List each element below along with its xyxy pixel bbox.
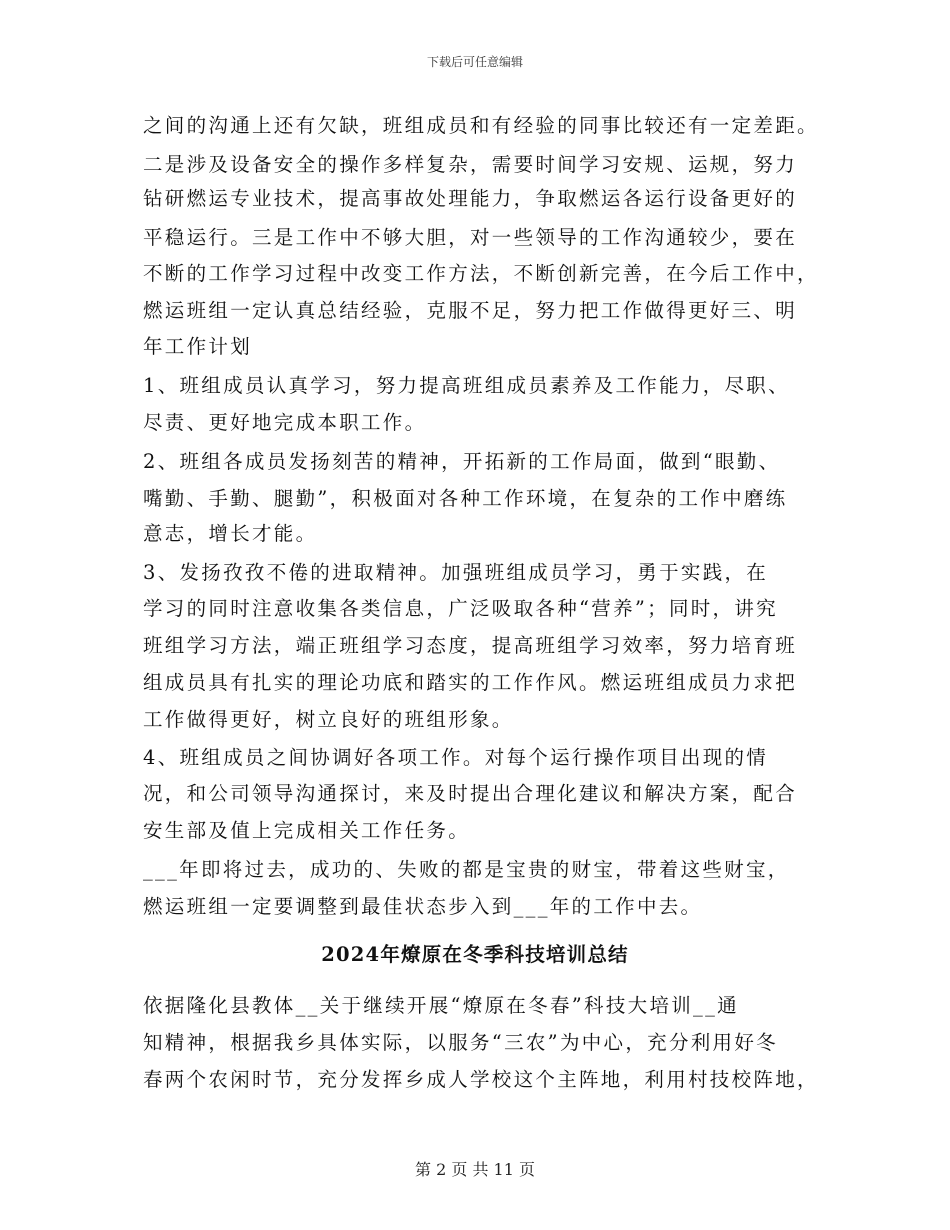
body-line: 组成员具有扎实的理论功底和踏实的工作作风。燃运班组成员力求把 <box>143 671 798 694</box>
body-line: 2、班组各成员发扬刻苦的精神，开拓新的工作局面，做到“眼勤、 <box>143 450 781 473</box>
body-line: 安生部及值上完成相关工作任务。 <box>143 819 471 842</box>
body-line: 之间的沟通上还有欠缺，班组成员和有经验的同事比较还有一定差距。 <box>143 114 819 137</box>
page-header-note: 下载后可任意编辑 <box>426 55 523 69</box>
body-line: 年工作计划 <box>143 335 253 358</box>
body-line: 不断的工作学习过程中改变工作方法，不断创新完善，在今后工作中， <box>143 262 819 285</box>
body-line: 燃运班组一定要调整到最佳状态步入到___年的工作中去。 <box>143 895 703 918</box>
body-line: 意志，增长才能。 <box>143 522 318 545</box>
body-line: 4、班组成员之间协调好各项工作。对每个运行操作项目出现的情 <box>143 746 769 769</box>
body-line: 燃运班组一定认真总结经验，克服不足，努力把工作做得更好三、明 <box>143 299 798 322</box>
body-line: 班组学习方法，端正班组学习态度，提高班组学习效率，努力培育班 <box>143 634 798 657</box>
body-line: 1、班组成员认真学习，努力提高班组成员素养及工作能力，尽职、 <box>143 374 790 397</box>
body-line: 况，和公司领导沟通探讨，来及时提出合理化建议和解决方案，配合 <box>143 782 798 805</box>
section-line: 知精神，根据我乡具体实际，以服务“三农”为中心，充分利用好冬 <box>143 1031 778 1054</box>
page-number: 第 2 页 共 11 页 <box>415 1160 535 1179</box>
body-line: 学习的同时注意收集各类信息，广泛吸取各种“营养”；同时，讲究 <box>143 597 778 620</box>
body-line: 平稳运行。三是工作中不够大胆，对一些领导的工作沟通较少，要在 <box>143 226 798 249</box>
body-line: 钻研燃运专业技术，提高事故处理能力，争取燃运各运行设备更好的 <box>143 187 798 210</box>
body-line: ___年即将过去，成功的、失败的都是宝贵的财宝，带着这些财宝， <box>143 858 790 881</box>
body-line: 尽责、更好地完成本职工作。 <box>143 411 427 434</box>
body-line: 二是涉及设备安全的操作多样复杂，需要时间学习安规、运规，努力 <box>143 153 798 176</box>
section-line: 春两个农闲时节，充分发挥乡成人学校这个主阵地，利用村技校阵地， <box>143 1068 819 1091</box>
body-line: 工作做得更好，树立良好的班组形象。 <box>143 708 514 731</box>
body-line: 嘴勤、手勤、腿勤”，积极面对各种工作环境，在复杂的工作中磨练 <box>143 487 788 510</box>
section-line: 依据隆化县教体__关于继续开展“燎原在冬春”科技大培训__通 <box>143 994 739 1017</box>
section-title: 2024年燎原在冬季科技培训总结 <box>321 943 629 966</box>
body-line: 3、发扬孜孜不倦的进取精神。加强班组成员学习，勇于实践，在 <box>143 561 769 584</box>
